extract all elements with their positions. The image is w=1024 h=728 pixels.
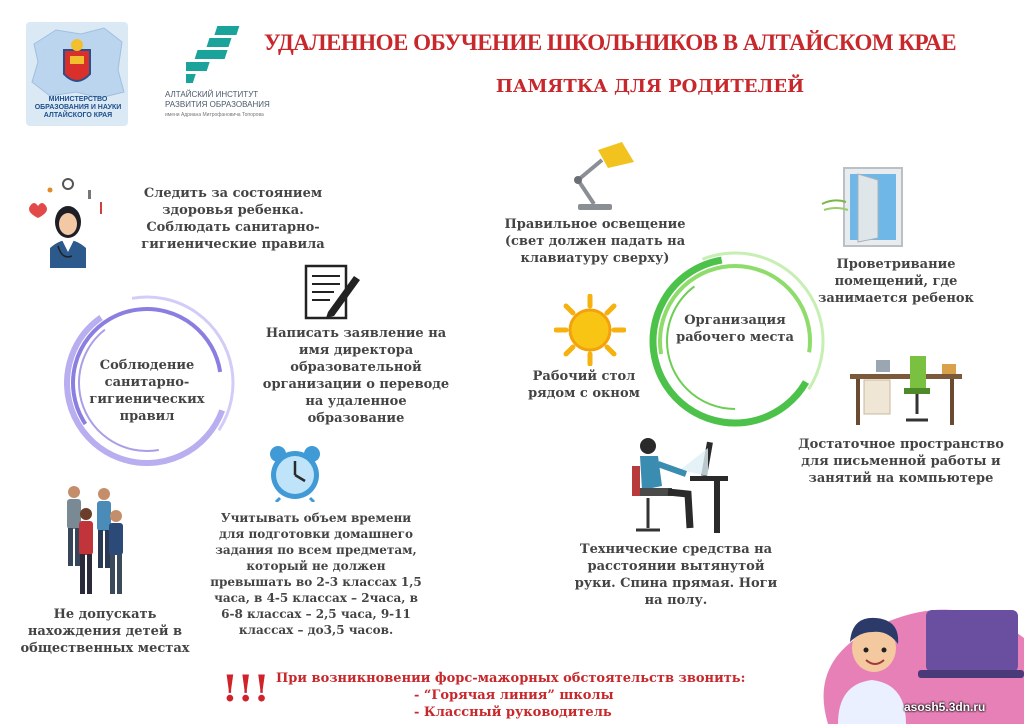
doctor-icon	[28, 176, 108, 268]
public-places-line-3: общественных местах	[20, 641, 190, 656]
homework-line-7: 6-8 классах – 2,5 часа, 9-11	[221, 607, 411, 621]
homework-line-2: для подготовки домашнего	[218, 527, 414, 541]
health-line-4: гигиенические правила	[141, 237, 325, 252]
desk-window-line-1: Рабочий стол	[532, 369, 636, 384]
health-line-3: Соблюдать санитарно-	[146, 220, 320, 235]
homework-line-5: превышать во 2-3 классах 1,5	[210, 575, 422, 589]
space-text	[788, 436, 1014, 487]
lighting-line-1: Правильное освещение	[504, 217, 686, 232]
public-places-text	[12, 606, 198, 657]
space-line-1: Достаточное пространство	[798, 437, 1004, 452]
ventilation-line-1: Проветривание	[836, 257, 956, 272]
application-line-6: образование	[307, 411, 405, 426]
health-line-2: здоровья ребенка.	[162, 203, 304, 218]
ministry-line-2: ОБРАЗОВАНИЯ И НАУКИ	[34, 104, 122, 111]
hygiene-label-line-4: правил	[119, 409, 175, 424]
public-places-line-1: Не допускать	[53, 607, 157, 622]
application-line-5: на удаленное	[305, 394, 407, 409]
exclamation-marks: !!!	[222, 668, 270, 710]
desk-window-line-2: рядом с окном	[528, 386, 640, 401]
posture-line-4: на полу.	[644, 593, 708, 608]
footer-class-teacher: - Классный руководитель	[414, 705, 612, 720]
homework-line-8: классах – до3,5 часов.	[238, 623, 394, 637]
ventilation-line-2: помещений, где	[834, 274, 958, 289]
person-at-computer-icon	[628, 436, 730, 534]
homework-line-4: который не должен	[246, 559, 386, 573]
airo-subline: имени Адриана Митрофановича Топорова	[165, 112, 264, 118]
posture-line-1: Технические средства на	[579, 542, 773, 557]
hygiene-label-line-1: Соблюдение	[99, 358, 195, 373]
homework-line-6: часа, в 4-5 классах – 2часа, в	[214, 591, 418, 605]
application-line-3: образовательной	[290, 360, 422, 375]
workplace-label-line-2: рабочего места	[676, 330, 794, 345]
public-places-line-2: нахождения детей в	[27, 624, 183, 639]
people-group-icon	[58, 482, 130, 600]
sun-icon	[554, 294, 626, 366]
hygiene-circle-label	[82, 357, 212, 425]
space-line-2: для письменной работы и	[801, 454, 1001, 469]
desk-window-text	[514, 368, 654, 402]
workplace-label-line-1: Организация	[684, 313, 786, 328]
ventilation-text	[804, 256, 988, 307]
ministry-line-3: АЛТАЙСКОГО КРАЯ	[43, 112, 113, 119]
airo-logo-text	[165, 90, 285, 120]
footer-lead: При возникновении форс-мажорных обстоятельств звонить:	[276, 671, 746, 686]
ministry-line-1: МИНИСТЕРСТВО	[48, 96, 108, 103]
window-icon	[818, 164, 906, 248]
hygiene-label-line-2: санитарно-	[104, 375, 190, 390]
application-line-1: Написать заявление на	[265, 326, 447, 341]
health-text	[118, 185, 348, 253]
workplace-circle-label	[660, 312, 810, 346]
document-pen-icon	[300, 262, 362, 322]
posture-line-2: расстоянии вытянутой	[587, 559, 765, 574]
page-title: УДАЛЕННОЕ ОБУЧЕНИЕ ШКОЛЬНИКОВ В АЛТАЙСКОМ КРАЕ	[263, 30, 957, 55]
footer-hotline: - “Горячая линия” школы	[414, 688, 614, 703]
watermark: asosh5.3dn.ru	[904, 700, 986, 714]
posture-text	[560, 541, 792, 609]
lighting-line-3: клавиатуру сверху)	[520, 251, 670, 266]
alarm-clock-icon	[266, 444, 324, 502]
hygiene-label-line-3: гигиенических	[89, 392, 205, 407]
homework-time-text	[202, 510, 430, 638]
homework-line-3: задания по всем предметам,	[215, 543, 417, 557]
space-line-3: занятий на компьютере	[808, 471, 994, 486]
application-line-4: организации о переводе	[262, 377, 450, 392]
desk-lamp-icon	[564, 138, 638, 214]
application-text	[250, 325, 462, 427]
ministry-logo-text	[28, 96, 128, 120]
ventilation-line-3: занимается ребенок	[818, 291, 974, 306]
page-subtitle: ПАМЯТКА ДЛЯ РОДИТЕЛЕЙ	[495, 76, 805, 97]
airo-line-1: АЛТАЙСКИЙ ИНСТИТУТ	[165, 90, 259, 99]
application-line-2: имя директора	[298, 343, 414, 358]
lighting-line-2: (свет должен падать на	[504, 234, 686, 249]
posture-line-3: руки. Спина прямая. Ноги	[574, 576, 778, 591]
homework-line-1: Учитывать объем времени	[220, 511, 412, 525]
desk-chair-icon	[846, 350, 966, 426]
airo-line-2: РАЗВИТИЯ ОБРАЗОВАНИЯ	[165, 100, 270, 109]
health-line-1: Следить за состоянием	[143, 186, 323, 201]
